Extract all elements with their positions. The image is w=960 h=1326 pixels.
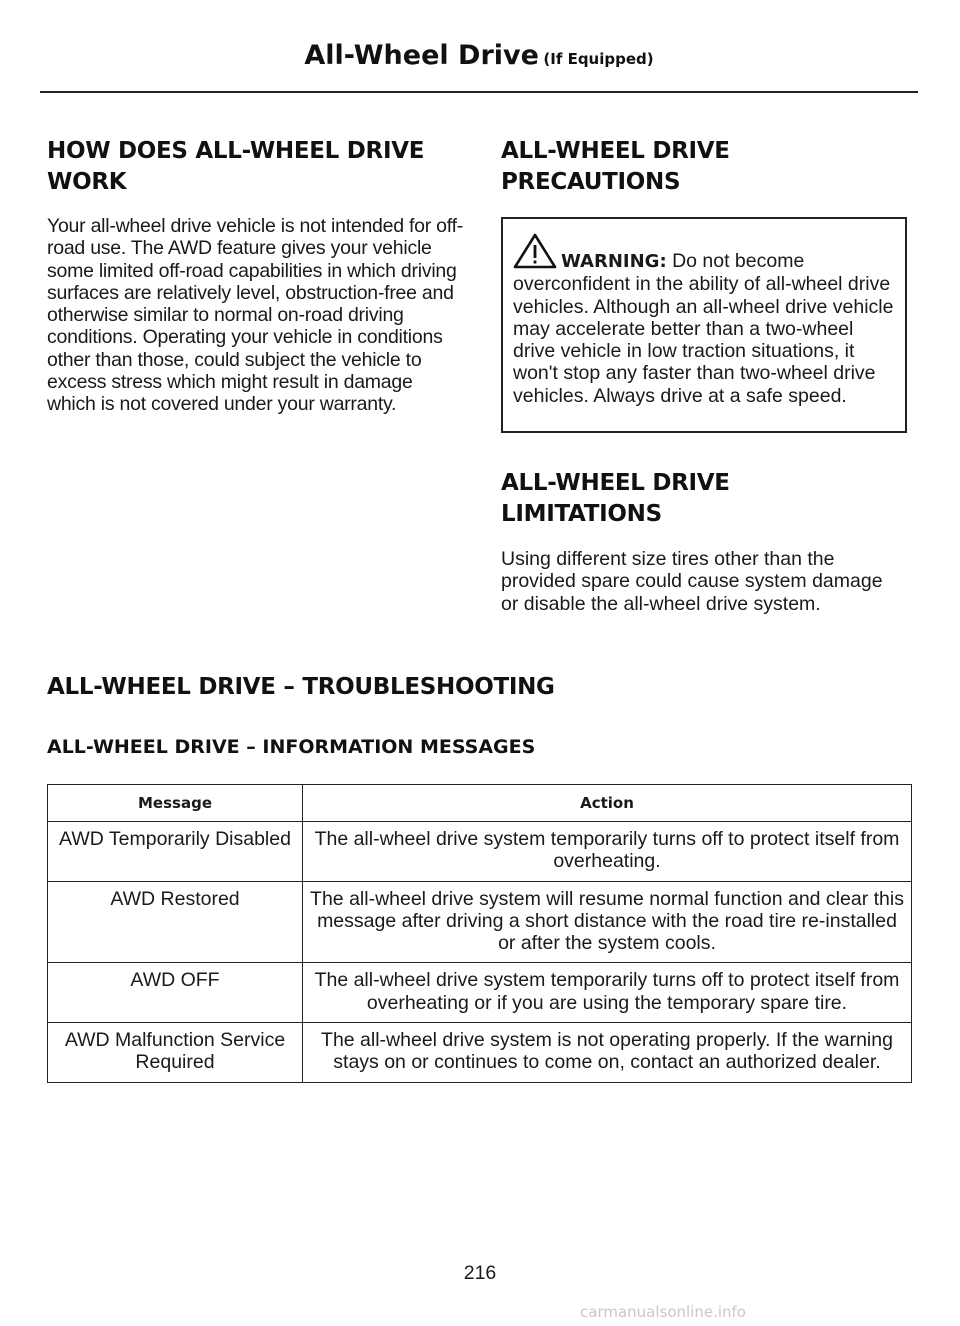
page-header-subtitle: (If Equipped) [543,50,654,68]
precautions-heading-line1: ALL-WHEEL DRIVE [501,138,730,164]
action-cell: The all-wheel drive system will resume normal function and clear this message after driving a short distance with the road tire re-installed or after the system cools. [303,881,912,963]
limitations-heading-line2: LIMITATIONS [501,501,662,527]
page-header-title: All-Wheel Drive [304,40,539,71]
how-section-heading-line2: WORK [47,169,127,195]
precautions-heading-line2: PRECAUTIONS [501,169,681,195]
how-section-body: Your all-wheel drive vehicle is not intended for off-road use. The AWD feature gives your vehicle some limited off-road capabilities in which driving surfaces are relatively level, obstruction-free and otherwise similar to normal on-road driving conditions. Operating your vehicle in conditions other than those, could subject the vehicle to excess stress which might result in damage which is not covered under your warranty. [47,215,463,416]
action-cell: The all-wheel drive system temporarily turns off to protect itself from overheating. [303,822,912,882]
information-messages-heading: ALL-WHEEL DRIVE – INFORMATION MESSAGES [47,736,536,758]
message-cell: AWD Restored [48,881,303,963]
page-header [40,40,918,71]
message-cell: AWD Temporarily Disabled [48,822,303,882]
watermark: carmanualsonline.info [580,1303,746,1321]
header-divider [40,91,918,93]
warning-box [501,217,907,433]
table-row [48,963,912,1023]
column-header-message: Message [48,785,303,822]
table-row [48,881,912,963]
warning-label: WARNING: [561,251,667,272]
warning-triangle-icon [513,233,557,269]
information-messages-table [47,784,912,1083]
table-row [48,822,912,882]
table-header-row [48,785,912,822]
warning-paragraph [513,233,897,407]
column-header-action: Action [303,785,912,822]
message-cell: AWD Malfunction Service Required [48,1023,303,1083]
action-cell: The all-wheel drive system temporarily turns off to protect itself from overheating or if you are using the temporary spare tire. [303,963,912,1023]
message-cell: AWD OFF [48,963,303,1023]
how-section-heading-line1: HOW DOES ALL-WHEEL DRIVE [47,138,425,164]
limitations-body: Using different size tires other than the provided spare could cause system damage or disable the all-wheel drive system. [501,548,883,615]
warning-text: Do not become overconfident in the ability of all-wheel drive vehicles. Although an all-wheel drive vehicle may accelerate better than a two-wheel drive vehicle in low traction situations, it won't stop any faster than two-wheel drive vehicles. Always drive at a safe speed. [513,250,894,407]
table-row [48,1023,912,1083]
page-number: 216 [463,1262,497,1284]
action-cell: The all-wheel drive system is not operating properly. If the warning stays on or continues to come on, contact an authorized dealer. [303,1023,912,1083]
limitations-heading-line1: ALL-WHEEL DRIVE [501,470,730,496]
troubleshooting-heading: ALL-WHEEL DRIVE – TROUBLESHOOTING [47,674,555,700]
